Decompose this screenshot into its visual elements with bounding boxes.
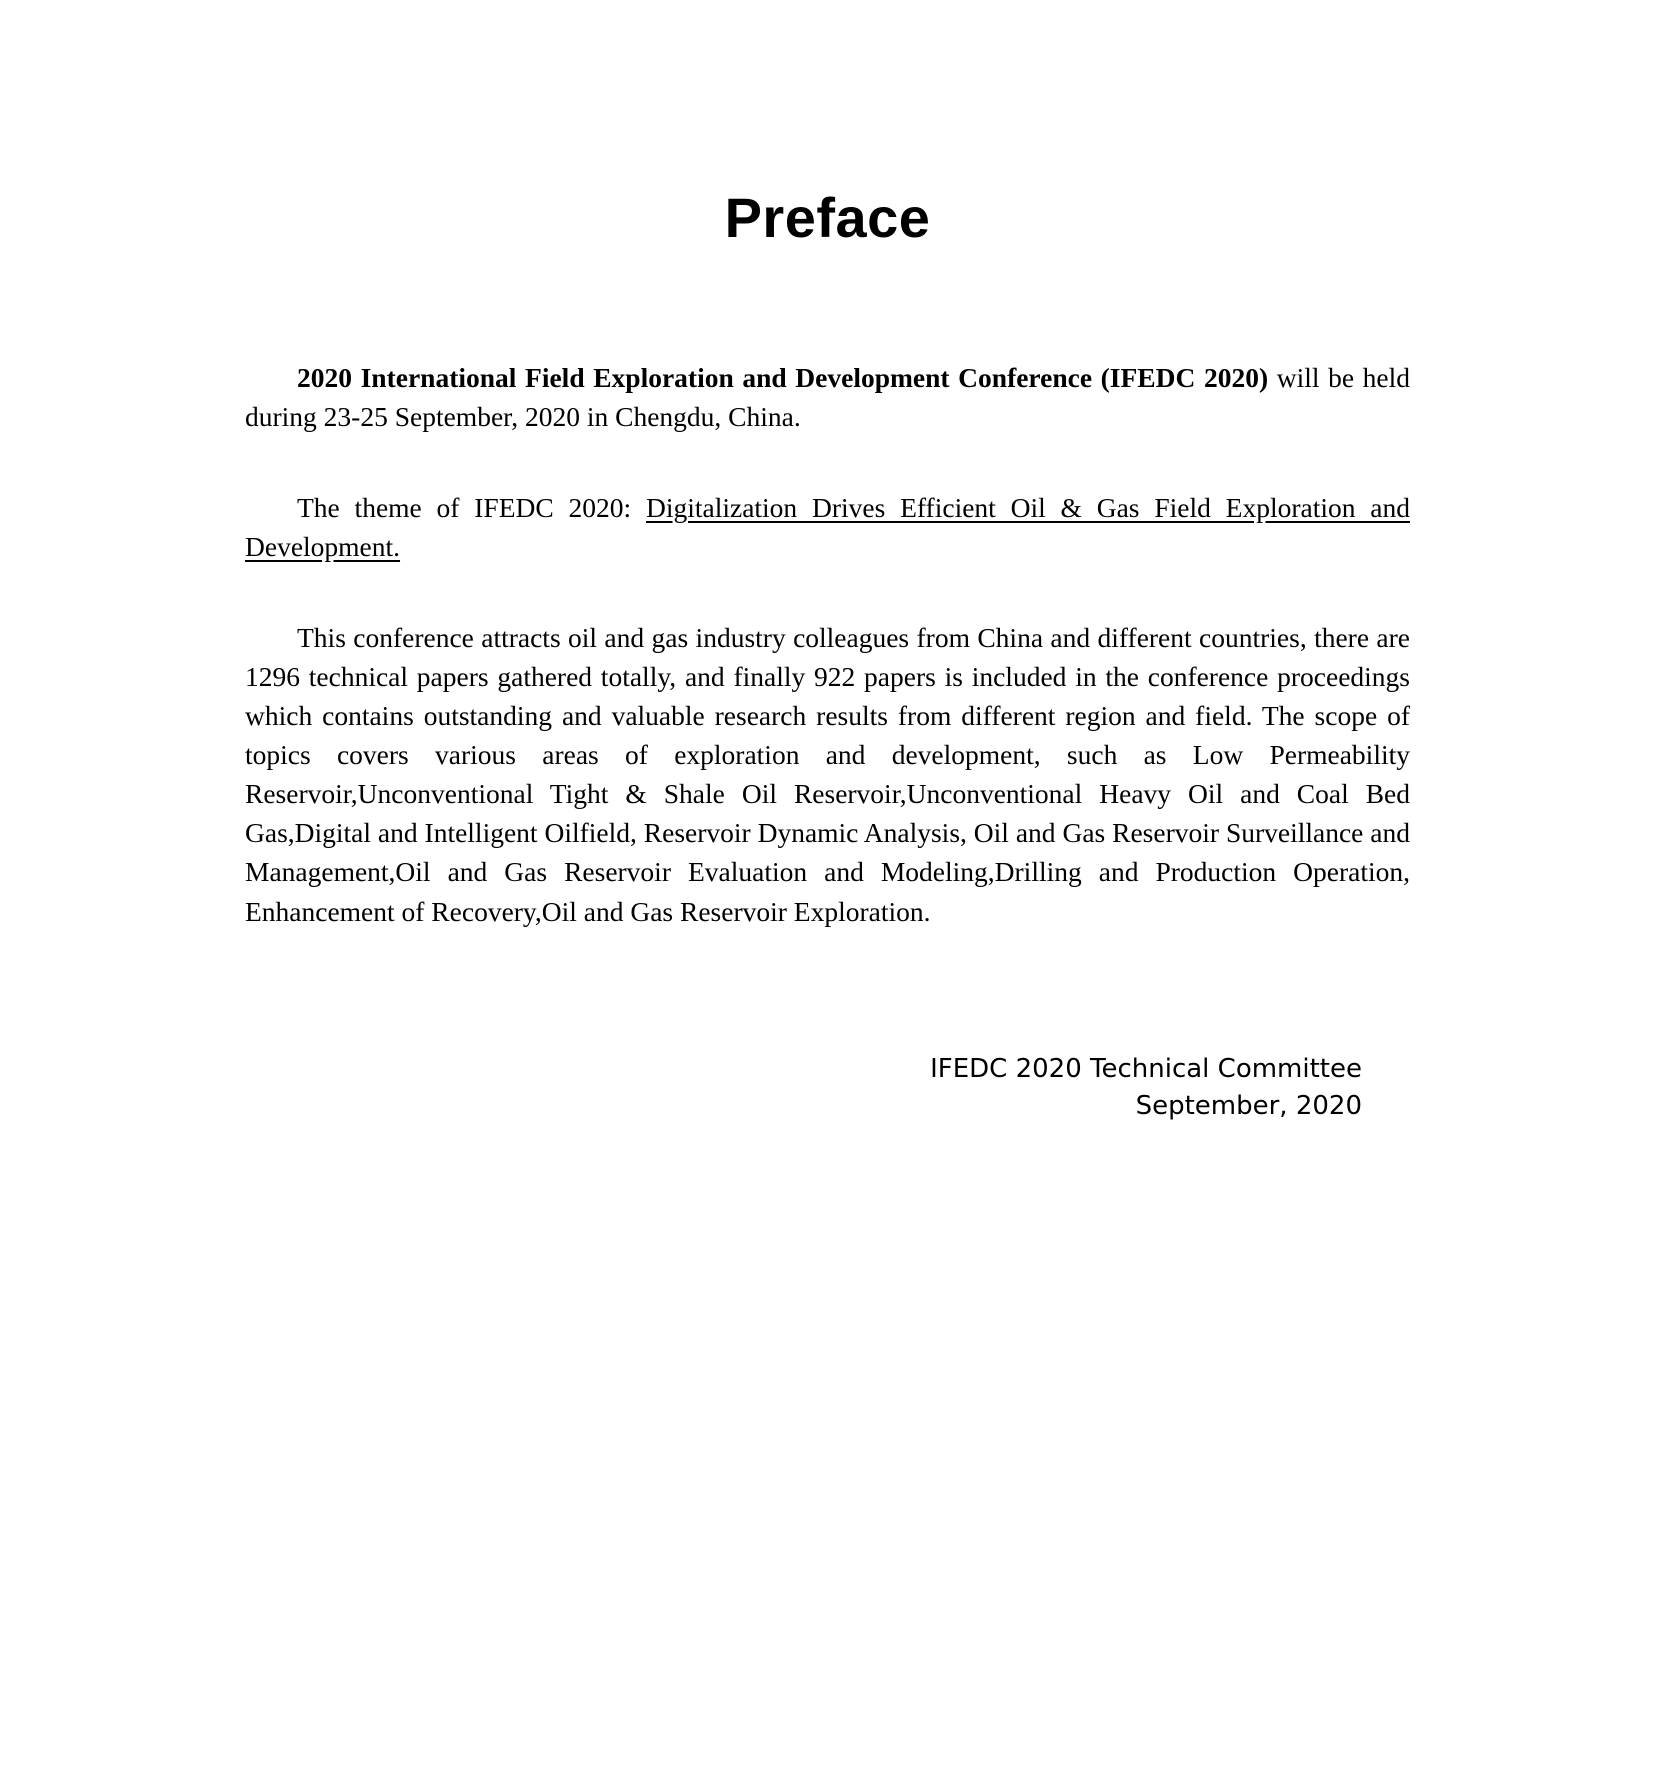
document-body bbox=[245, 358, 1410, 931]
paragraph-scope: This conference attracts oil and gas industry colleagues from China and different countries, there are 1296 technical papers gathered totally, and finally 922 papers is included in the conference proceedings which contains outstanding and valuable research results from different region and field. The scope of topics covers various areas of exploration and development, such as Low Permeability Reservoir,Unconventional Tight & Shale Oil Reservoir,Unconventional Heavy Oil and Coal Bed Gas,Digital and Intelligent Oilfield, Reservoir Dynamic Analysis, Oil and Gas Reservoir Surveillance and Management,Oil and Gas Reservoir Evaluation and Modeling,Drilling and Production Operation, Enhancement of Recovery,Oil and Gas Reservoir Exploration. bbox=[245, 622, 1410, 927]
theme-text: Digitalization Drives Efficient Oil & Gas Field Exploration and Development. bbox=[245, 492, 1410, 563]
signature-date: September, 2020 bbox=[1135, 1091, 1362, 1122]
conference-schedule: will be held during 23-25 September, 2020 in Chengdu, China. bbox=[245, 362, 1410, 433]
signature-block bbox=[245, 1051, 1410, 1126]
page-title: Preface bbox=[724, 186, 931, 249]
theme-lead-in: The theme of IFEDC 2020: bbox=[297, 492, 646, 524]
paragraph-theme bbox=[245, 488, 1410, 566]
signature-committee: IFEDC 2020 Technical Committee bbox=[930, 1053, 1362, 1084]
paragraph-conference-announcement bbox=[245, 358, 1410, 436]
conference-name: 2020 International Field Exploration and Development Conference (IFEDC 2020) bbox=[297, 362, 1269, 393]
document-content bbox=[245, 0, 1410, 1126]
